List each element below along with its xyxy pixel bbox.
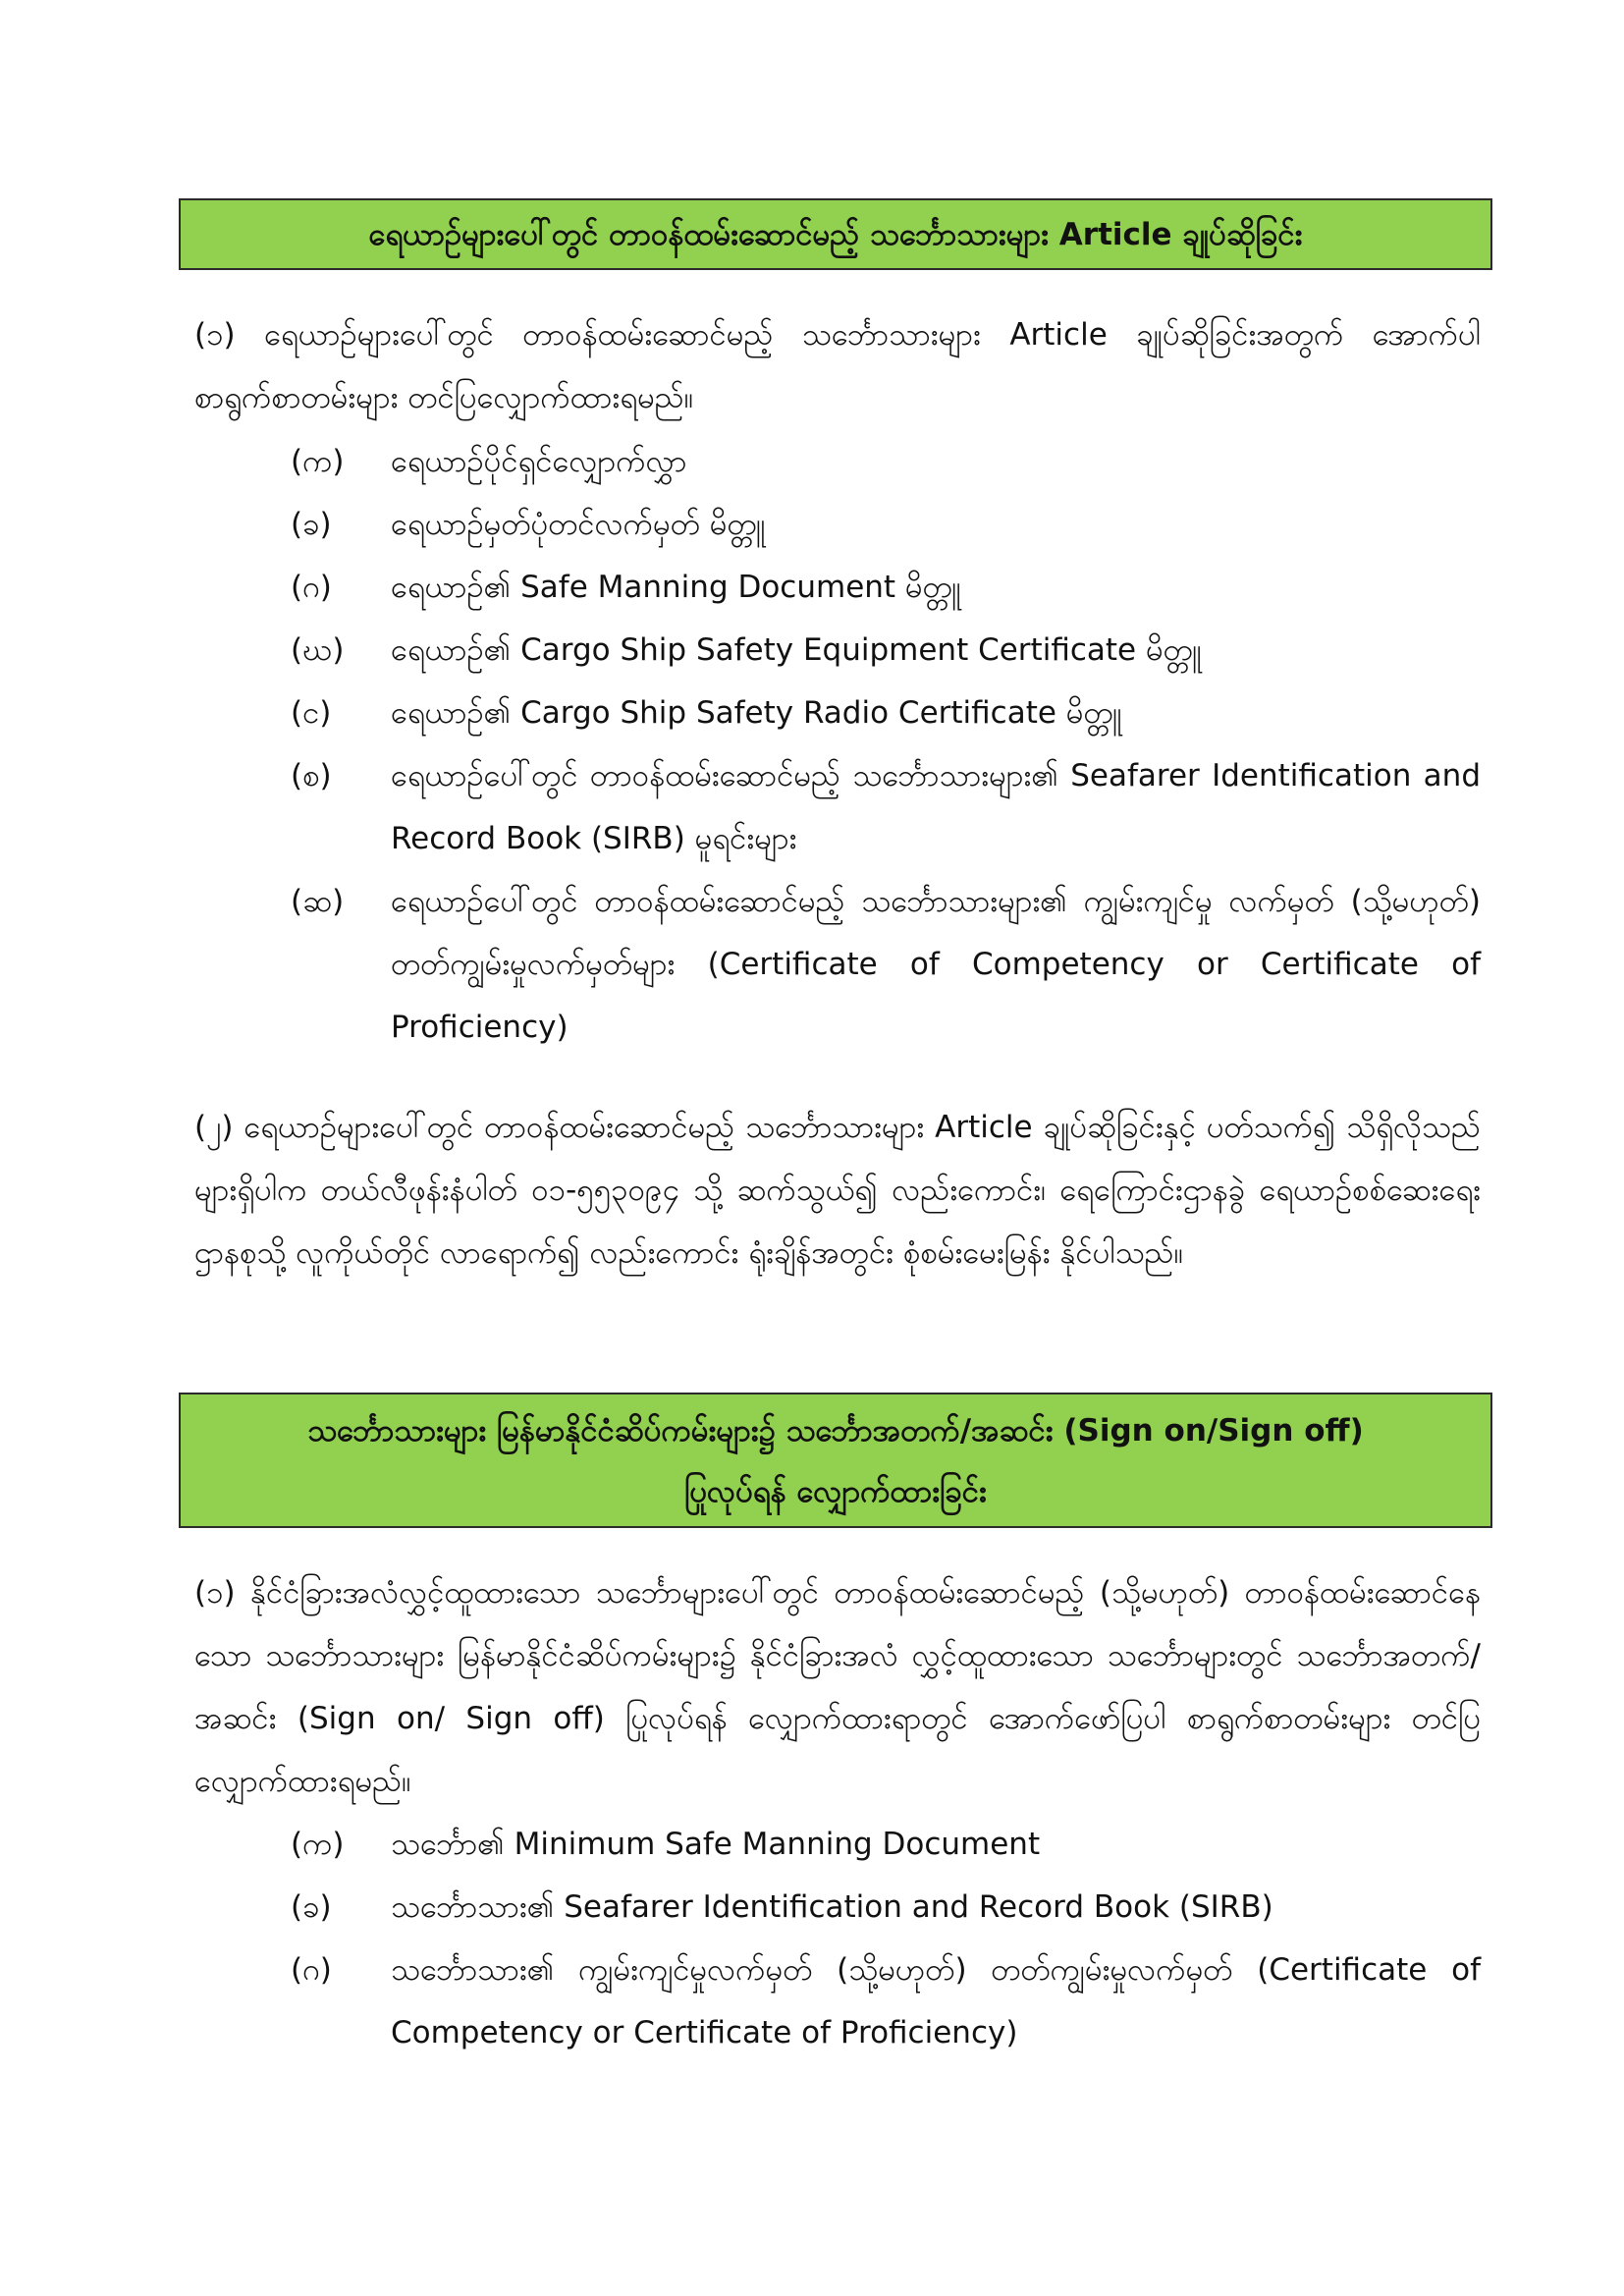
list-item-text: ရေယာဉ်၏ Safe Manning Document မိတ္တူ (391, 570, 961, 605)
list-item (291, 430, 1481, 493)
list-item-text: သင်္ဘော၏ Minimum Safe Manning Document (391, 1827, 1041, 1862)
list-marker: (ခ) (291, 507, 332, 542)
list-item (291, 493, 1481, 556)
list-item (291, 1939, 1481, 2064)
section-2-heading-line-1: သင်္ဘောသားများ မြန်မာနိုင်ငံဆိပ်ကမ်းများ၌ သင်္ဘောအတက်/အဆင်း (Sign on/Sign off) (307, 1413, 1364, 1449)
list-marker: (ဆ) (291, 884, 345, 919)
list-marker: (ဂ) (291, 570, 332, 605)
list-marker: (င) (291, 695, 332, 731)
section-2-heading-banner (179, 1393, 1492, 1528)
list-item-text: ရေယာဉ်မှတ်ပုံတင်လက်မှတ် မိတ္တူ (391, 507, 766, 542)
list-marker: (ခ) (291, 1889, 332, 1925)
section-1-heading-banner (179, 198, 1492, 270)
list-marker: (ဃ) (291, 632, 345, 668)
list-item-text: ရေယာဉ်၏ Cargo Ship Safety Equipment Certificate မိတ္တူ (391, 632, 1202, 668)
list-item-text: ရေယာဉ်ပေါ်တွင် တာဝန်ထမ်းဆောင်မည့် သင်္ဘောသားများ၏ ကျွမ်းကျင်မှု လက်မှတ် (သို့မဟုတ်) တတ်ကျွမ်းမှုလက်မှတ်များ (Certificate of Competency or Certificate of Proficiency) (391, 884, 1481, 1045)
section-2-heading-line-2: ပြုလုပ်ရန် လျှောက်ထားခြင်း (684, 1474, 987, 1509)
list-item (291, 1876, 1481, 1939)
section-1-paragraph-1: (၁) ရေယာဉ်များပေါ်တွင် တာဝန်ထမ်းဆောင်မည့် သင်္ဘောသားများ Article ချုပ်ဆိုခြင်းအတွက် အောက်ပါစာရွက်စာတမ်းများ တင်ပြလျှောက်ထားရမည်။ (194, 317, 1481, 415)
section-1-document-list (291, 430, 1481, 1059)
list-item (291, 1813, 1481, 1876)
list-item-text: ရေယာဉ်၏ Cargo Ship Safety Radio Certificate မိတ္တူ (391, 695, 1122, 731)
list-marker: (က) (291, 444, 345, 479)
list-item-text: သင်္ဘောသား၏ Seafarer Identification and Record Book (SIRB) (391, 1889, 1273, 1925)
list-marker: (စ) (291, 758, 332, 793)
list-marker: (ဂ) (291, 1952, 332, 1988)
list-item (291, 556, 1481, 619)
section-2-document-list (291, 1813, 1481, 2064)
section-1-heading: ရေယာဉ်များပေါ်တွင် တာဝန်ထမ်းဆောင်မည့် သင်္ဘောသားများ Article ချုပ်ဆိုခြင်း (368, 217, 1303, 252)
list-item-text: သင်္ဘောသား၏ ကျွမ်းကျင်မှုလက်မှတ် (သို့မဟုတ်) တတ်ကျွမ်းမှုလက်မှတ် (Certificate of Competency or Certificate of Proficiency) (391, 1952, 1481, 2050)
section-2-paragraph-1: (၁) နိုင်ငံခြားအလံလွှင့်ထူထားသော သင်္ဘောများပေါ်တွင် တာဝန်ထမ်းဆောင်မည့် (သို့မဟုတ်) တာဝန်ထမ်းဆောင်နေသော သင်္ဘောသားများ မြန်မာနိုင်ငံဆိပ်ကမ်းများ၌ နိုင်ငံခြားအလံ လွှင့်ထူထားသော သင်္ဘောများတွင် သင်္ဘောအတက်/အဆင်း (Sign on/ Sign off) ပြုလုပ်ရန် လျှောက်ထားရာတွင် အောက်ဖော်ပြပါ စာရွက်စာတမ်းများ တင်ပြလျှောက်ထားရမည်။ (194, 1575, 1481, 1799)
list-item (291, 870, 1481, 1059)
list-item (291, 744, 1481, 870)
list-item-text: ရေယာဉ်ပိုင်ရှင်လျှောက်လွှာ (391, 444, 687, 479)
list-item (291, 682, 1481, 744)
list-item-text: ရေယာဉ်ပေါ်တွင် တာဝန်ထမ်းဆောင်မည့် သင်္ဘောသားများ၏ Seafarer Identification and Record Book (SIRB) မူရင်းများ (391, 758, 1481, 856)
list-marker: (က) (291, 1827, 345, 1862)
section-1-paragraph-2: (၂) ရေယာဉ်များပေါ်တွင် တာဝန်ထမ်းဆောင်မည့် သင်္ဘောသားများ Article ချုပ်ဆိုခြင်းနှင့် ပတ်သက်၍ သိရှိလိုသည်များရှိပါက တယ်လီဖုန်းနံပါတ် ၀၁-၅၅၃၀၉၄ သို့ ဆက်သွယ်၍ လည်းကောင်း၊ ရေကြောင်းဌာနခွဲ ရေယာဉ်စစ်ဆေးရေးဌာနစုသို့ လူကိုယ်တိုင် လာရောက်၍ လည်းကောင်း ရုံးချိန်အတွင်း စုံစမ်းမေးမြန်း နိုင်ပါသည်။ (194, 1110, 1481, 1271)
list-item (291, 619, 1481, 682)
